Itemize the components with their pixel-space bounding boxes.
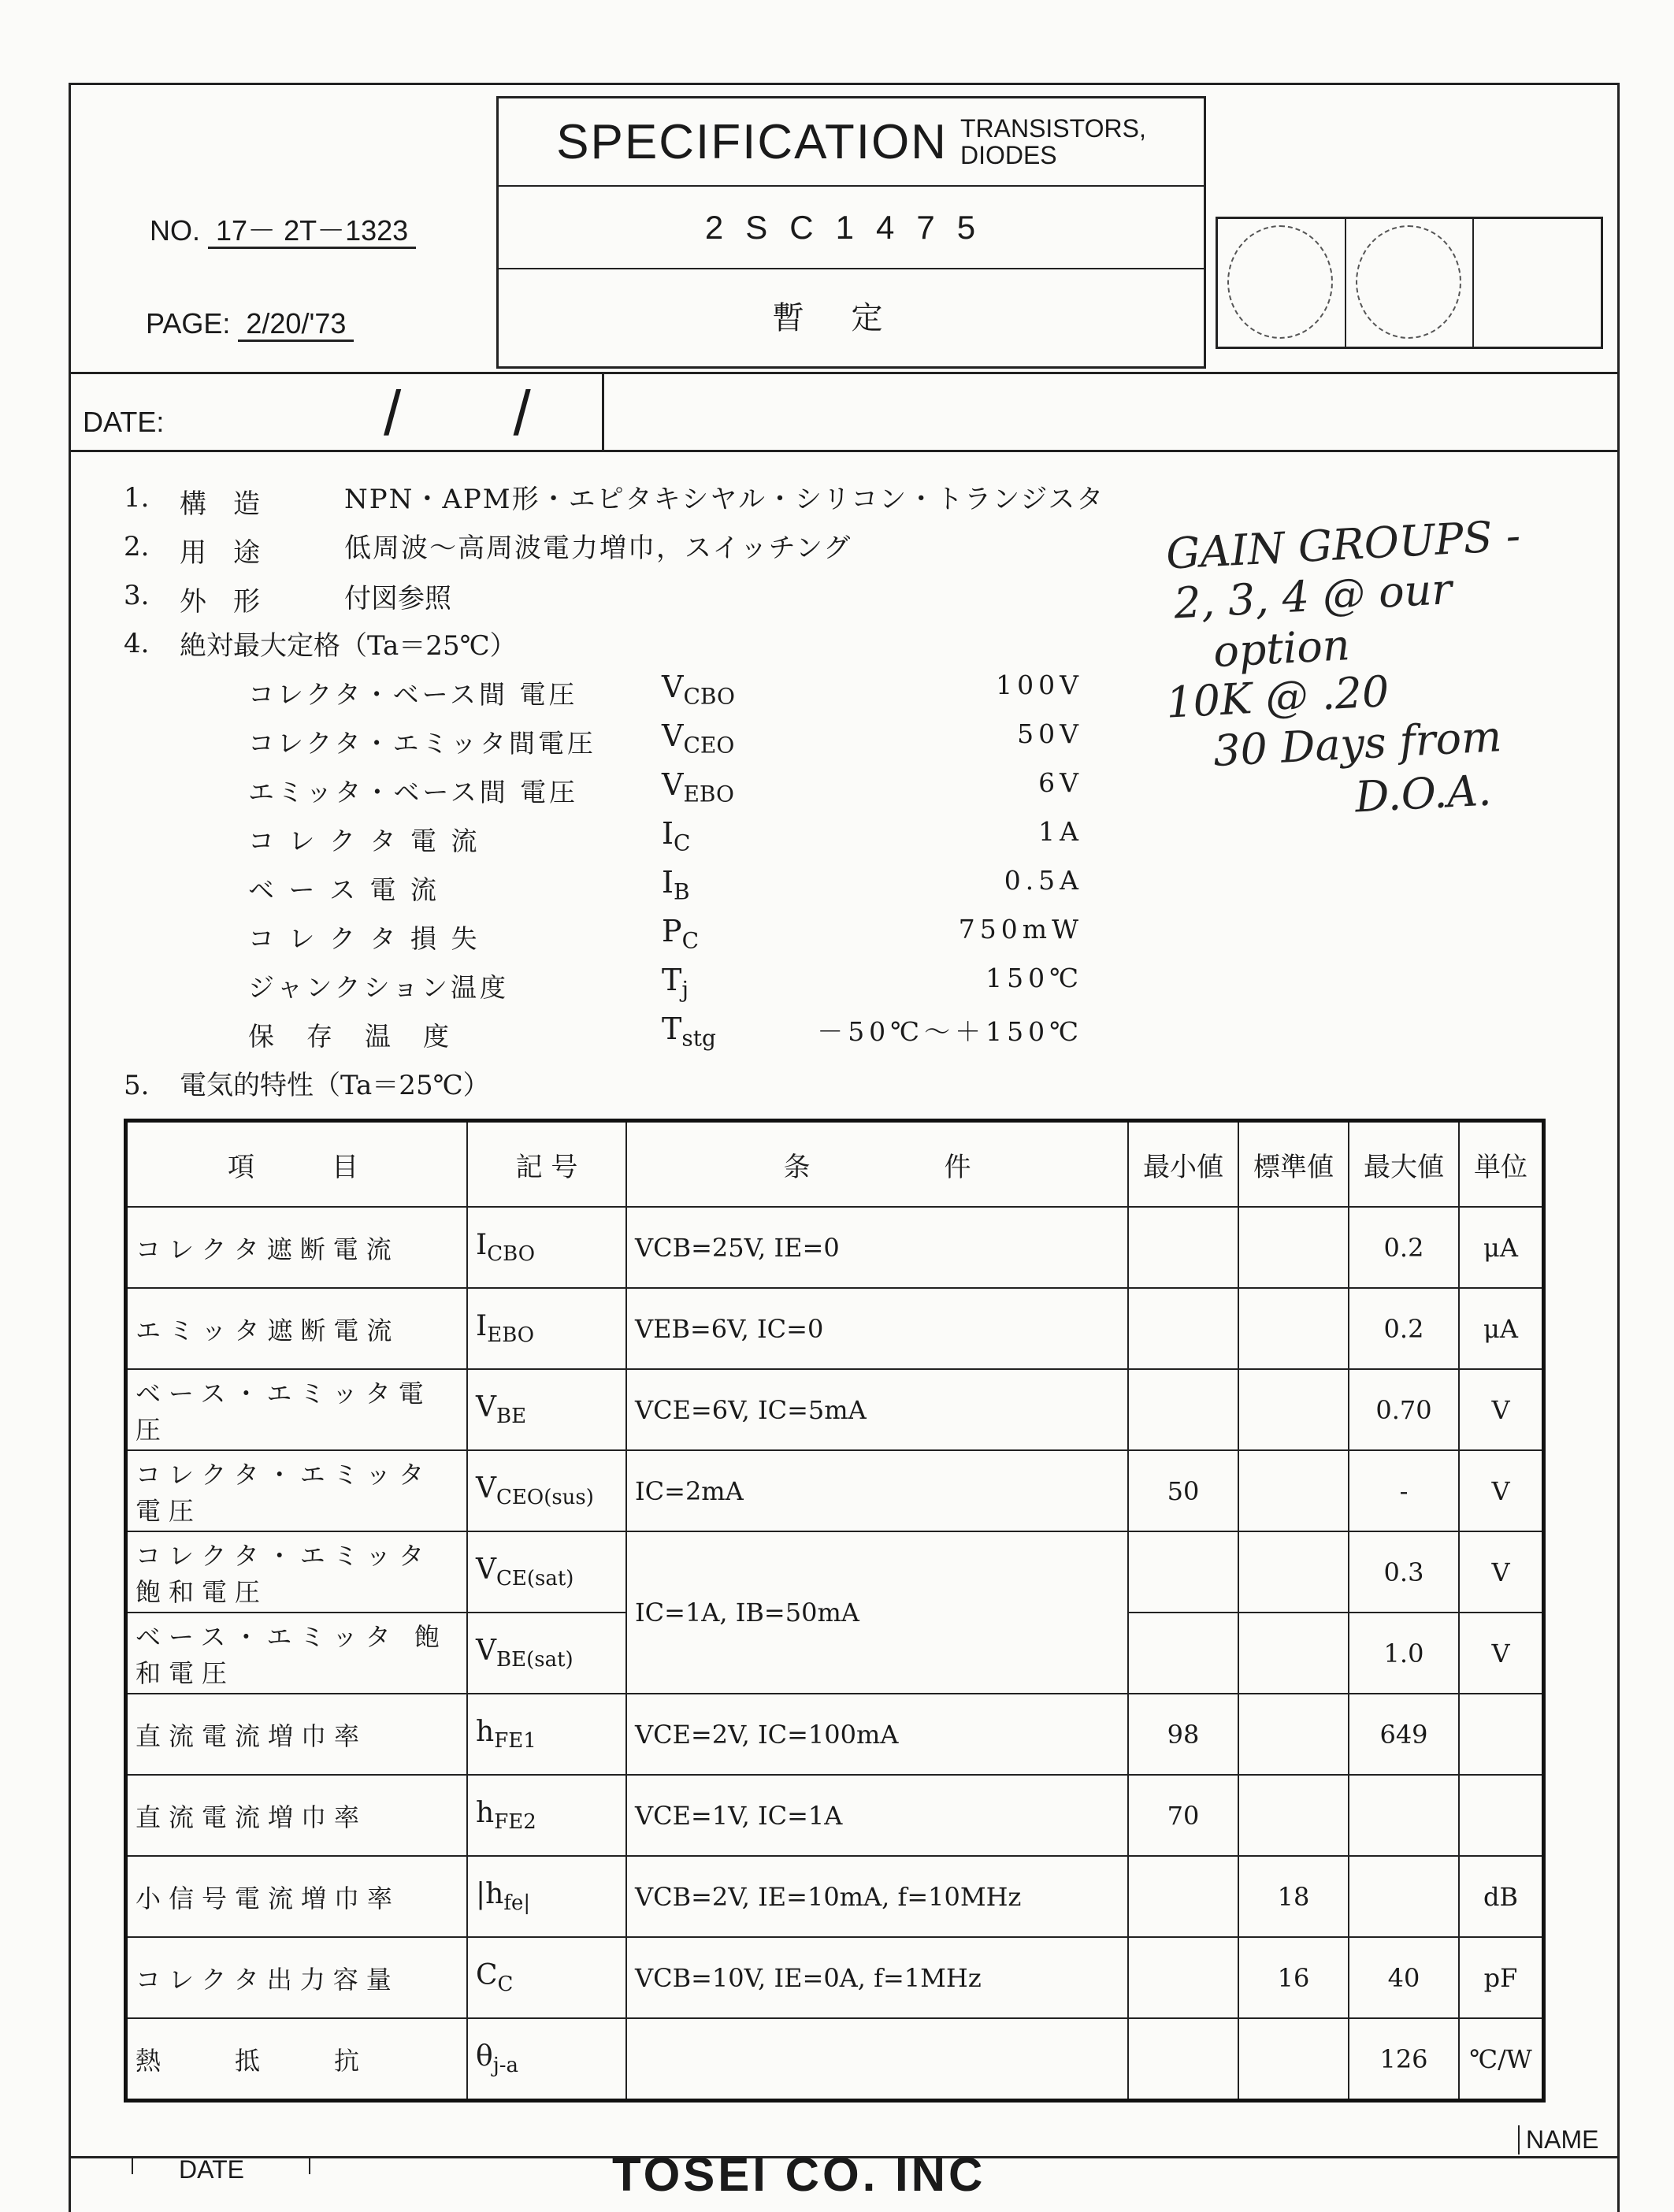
cell-condition: VCB=25V, IE=0 [626, 1207, 1128, 1288]
symbol-main: T [662, 963, 682, 997]
absolute-max-ratings [248, 670, 1083, 1060]
symbol-main: V [476, 1472, 496, 1505]
rating-value: 750mW [958, 914, 1083, 945]
page-info [146, 307, 354, 340]
table-row [126, 1531, 1544, 1613]
cell-typ [1238, 1694, 1349, 1775]
cell-condition: VCB=2V, IE=10mA, f=10MHz [626, 1856, 1128, 1937]
approval-stamp [1356, 225, 1461, 339]
note-line: 2, 3, 4 @ our [1172, 564, 1453, 629]
cell-condition: VEB=6V, IC=0 [626, 1288, 1128, 1369]
table-row [126, 1937, 1544, 2018]
footer-name-label: NAME [1518, 2125, 1598, 2154]
symbol-main: I [476, 1309, 488, 1342]
symbol-main: V [476, 1390, 496, 1423]
rating-name: 保 存 温 度 [248, 1021, 452, 1052]
symbol-sub: EBO [487, 1323, 535, 1348]
rating-value: 50V [1017, 718, 1083, 749]
cell-min [1128, 2018, 1238, 2101]
section-content: 低周波～高周波電力増巾，スイッチング [344, 533, 852, 564]
cell-max [1349, 1856, 1459, 1937]
rating-symbol [662, 865, 690, 905]
symbol-sub: FE1 [494, 1729, 536, 1754]
cell-typ [1238, 1613, 1349, 1694]
cell-max: 0.2 [1349, 1288, 1459, 1369]
date-label: DATE: [83, 406, 165, 438]
approval-stamp [1227, 225, 1333, 339]
symbol-main: V [662, 767, 684, 802]
section-label: 電気的特性（Ta＝25℃） [180, 1070, 490, 1101]
symbol-main: V [476, 1553, 496, 1586]
date-value: / / [384, 378, 578, 448]
symbol-main: I [662, 816, 674, 851]
page-value: 2/20/'73 [238, 307, 354, 342]
symbol-sub: stg [681, 1025, 716, 1052]
cell-symbol [467, 1613, 626, 1694]
rating-value: 1A [1038, 816, 1083, 847]
electrical-characteristics-table [124, 1119, 1546, 2103]
symbol-sub: CEO(sus) [496, 1486, 594, 1510]
header-item: 項 目 [126, 1121, 468, 1208]
cell-max [1349, 1775, 1459, 1856]
page-label: PAGE: [146, 307, 231, 340]
symbol-sub: j-a [492, 2054, 519, 2078]
spec-subtitle [960, 115, 1146, 169]
cell-typ: 16 [1238, 1937, 1349, 2018]
doc-number-label: NO. [150, 214, 201, 247]
cell-unit: pF [1459, 1937, 1544, 2018]
cell-unit: V [1459, 1613, 1544, 1694]
symbol-main: T [662, 1011, 682, 1046]
cell-typ [1238, 1531, 1349, 1613]
rating-name: ベ ー ス 電 流 [248, 874, 440, 905]
rating-symbol [662, 1011, 716, 1052]
cell-unit: V [1459, 1450, 1544, 1531]
title-box [496, 96, 1206, 369]
table-row [126, 1856, 1544, 1937]
cell-symbol [467, 1775, 626, 1856]
doc-number [150, 209, 416, 249]
rating-symbol [662, 914, 699, 954]
header-typ: 標準値 [1238, 1121, 1349, 1208]
cell-max: 0.3 [1349, 1531, 1459, 1613]
rating-value: 0.5A [1004, 865, 1083, 896]
table-row [126, 2018, 1544, 2101]
cell-item: ベース・エミッタ 飽和電圧 [126, 1613, 468, 1694]
rating-symbol [662, 718, 734, 759]
symbol-sub: fe| [503, 1891, 531, 1916]
symbol-main: |h [476, 1877, 504, 1910]
note-line: option [1212, 620, 1352, 677]
symbol-sub: CE(sat) [496, 1567, 574, 1591]
cell-symbol [467, 1694, 626, 1775]
rating-name: コレクタ・エミッタ間電圧 [248, 728, 597, 759]
cell-unit [1459, 1694, 1544, 1775]
tentative-label: 暫定 [772, 300, 930, 336]
symbol-sub: CBO [683, 683, 735, 710]
cell-condition [626, 2018, 1128, 2101]
cell-max: 649 [1349, 1694, 1459, 1775]
cell-item: 直流電流増巾率 [126, 1775, 468, 1856]
section-num: 3. [124, 580, 150, 611]
cell-typ [1238, 1775, 1349, 1856]
note-line: D.O.A. [1353, 765, 1493, 822]
note-line: GAIN GROUPS - [1164, 510, 1522, 579]
rating-row [248, 914, 1083, 963]
symbol-main: P [662, 914, 682, 948]
cell-unit [1459, 1775, 1544, 1856]
rating-value: 150℃ [985, 963, 1083, 993]
symbol-main: I [662, 865, 674, 900]
cell-max: 1.0 [1349, 1613, 1459, 1694]
approval-stamps [1216, 217, 1603, 349]
cell-item: コレクタ出力容量 [126, 1937, 468, 2018]
rating-symbol [662, 670, 735, 710]
cell-min [1128, 1369, 1238, 1450]
rating-name: コ レ ク タ 電 流 [248, 826, 481, 856]
symbol-sub: C [497, 1973, 514, 1997]
symbol-main: V [662, 718, 684, 753]
rating-name: エミッタ・ベース間 電圧 [248, 777, 579, 807]
cell-unit: V [1459, 1531, 1544, 1613]
cell-item: 小信号電流増巾率 [126, 1856, 468, 1937]
symbol-sub: BE(sat) [496, 1648, 573, 1672]
cell-item: コレクタ・エミッタ電圧 [126, 1450, 468, 1531]
cell-condition: IC=2mA [626, 1450, 1128, 1531]
cell-typ [1238, 1450, 1349, 1531]
cell-min [1128, 1613, 1238, 1694]
cell-item: 熱 抵 抗 [126, 2018, 468, 2101]
cell-min [1128, 1207, 1238, 1288]
rating-row [248, 963, 1083, 1011]
date-box [69, 374, 604, 450]
cell-max: 0.70 [1349, 1369, 1459, 1450]
cell-condition: VCB=10V, IE=0A, f=1MHz [626, 1937, 1128, 2018]
symbol-main: h [476, 1715, 495, 1748]
stamp-cell [1218, 219, 1346, 347]
rating-row [248, 865, 1083, 914]
rating-value: 100V [996, 670, 1083, 700]
cell-item: ベース・エミッタ電圧 [126, 1369, 468, 1450]
section-content: 付図参照 [344, 583, 451, 614]
cell-condition: VCE=6V, IC=5mA [626, 1369, 1128, 1450]
cell-min: 70 [1128, 1775, 1238, 1856]
rating-row [248, 767, 1083, 816]
section-content: NPN・APM形・エピタキシヤル・シリコン・トランジスタ [344, 484, 1105, 515]
cell-max: 0.2 [1349, 1207, 1459, 1288]
section-label: 絶対最大定格（Ta＝25℃） [180, 630, 517, 662]
table-row [126, 1450, 1544, 1531]
handwritten-note [1158, 510, 1522, 822]
rating-row [248, 1011, 1083, 1060]
header-min: 最小値 [1128, 1121, 1238, 1208]
section-1 [124, 482, 149, 514]
cell-typ [1238, 1369, 1349, 1450]
cell-unit: dB [1459, 1856, 1544, 1937]
cell-unit: μA [1459, 1207, 1544, 1288]
cell-typ: 18 [1238, 1856, 1349, 1937]
section-num: 4. [124, 628, 150, 659]
footer-date-label: DATE [179, 2155, 244, 2184]
symbol-sub: CEO [683, 732, 735, 759]
rating-name: コレクタ・ベース間 電圧 [248, 679, 578, 710]
cell-typ [1238, 2018, 1349, 2101]
cell-unit: V [1459, 1369, 1544, 1450]
subtitle-line-1: TRANSISTORS, [959, 114, 1146, 143]
part-number: 2SC1475 [704, 208, 998, 246]
cell-symbol [467, 1288, 626, 1369]
section-num: 1. [124, 482, 150, 514]
rating-value: －50℃～＋150℃ [817, 1016, 1083, 1047]
rating-symbol [662, 963, 689, 1003]
cell-symbol [467, 1856, 626, 1937]
note-line: 10K @ .20 [1164, 666, 1390, 728]
header-symbol: 記 号 [467, 1121, 626, 1208]
footer [69, 2125, 1617, 2201]
cell-item: 直流電流増巾率 [126, 1694, 468, 1775]
rating-row [248, 718, 1083, 767]
table-row [126, 1288, 1544, 1369]
cell-symbol [467, 1937, 626, 2018]
cell-min [1128, 1288, 1238, 1369]
table-header-row [126, 1121, 1544, 1208]
symbol-main: h [476, 1796, 495, 1829]
symbol-sub: j [681, 976, 689, 1003]
cell-min: 50 [1128, 1450, 1238, 1531]
note-line: 30 Days from [1212, 711, 1503, 777]
date-row [69, 372, 1617, 452]
cell-typ [1238, 1207, 1349, 1288]
table-row [126, 1775, 1544, 1856]
symbol-sub: FE2 [494, 1810, 536, 1835]
cell-min: 98 [1128, 1694, 1238, 1775]
rating-symbol [662, 816, 690, 856]
stamp-cell [1346, 219, 1475, 347]
cell-symbol [467, 1369, 626, 1450]
cell-max: 126 [1349, 2018, 1459, 2101]
rating-row [248, 670, 1083, 718]
section-label: 構 造 [180, 488, 260, 520]
rating-row [248, 816, 1083, 865]
cell-unit: ℃/W [1459, 2018, 1544, 2101]
symbol-main: I [476, 1228, 488, 1261]
cell-unit: μA [1459, 1288, 1544, 1369]
cell-condition: IC=1A, IB=50mA [626, 1531, 1128, 1694]
cell-symbol [467, 1450, 626, 1531]
header-condition: 条 件 [626, 1121, 1128, 1208]
symbol-sub: CBO [487, 1242, 536, 1267]
header-max: 最大値 [1349, 1121, 1459, 1208]
cell-symbol [467, 1531, 626, 1613]
table-row [126, 1369, 1544, 1450]
cell-max: - [1349, 1450, 1459, 1531]
rating-name: コ レ ク タ 損 失 [248, 923, 481, 954]
cell-min [1128, 1937, 1238, 2018]
symbol-sub: BE [496, 1405, 527, 1429]
symbol-sub: C [674, 830, 691, 856]
stamp-cell [1474, 219, 1601, 347]
cell-condition: VCE=1V, IC=1A [626, 1775, 1128, 1856]
spec-title: SPECIFICATION [556, 114, 948, 169]
cell-min [1128, 1531, 1238, 1613]
section-num: 2. [124, 531, 150, 562]
section-label: 用 途 [180, 537, 260, 569]
rating-symbol [662, 767, 734, 807]
table-row [126, 1207, 1544, 1288]
header-unit: 単位 [1459, 1121, 1544, 1208]
cell-typ [1238, 1288, 1349, 1369]
company-name: TOSEI CO. INC [612, 2148, 986, 2201]
cell-item: コレクタ・エミッタ 飽和電圧 [126, 1531, 468, 1613]
symbol-sub: C [681, 927, 700, 954]
symbol-sub: B [674, 878, 690, 905]
doc-number-value: 17－ 2T－1323 [208, 214, 416, 249]
cell-max: 40 [1349, 1937, 1459, 2018]
symbol-main: V [662, 670, 684, 704]
symbol-sub: EBO [683, 781, 734, 807]
section-label: 外 形 [180, 586, 260, 618]
symbol-main: C [476, 1958, 498, 1991]
cell-condition: VCE=2V, IC=100mA [626, 1694, 1128, 1775]
subtitle-line-2: DIODES [959, 141, 1057, 169]
cell-item: コレクタ遮断電流 [126, 1207, 468, 1288]
rating-name: ジャンクション温度 [248, 972, 510, 1003]
cell-symbol [467, 2018, 626, 2101]
rating-value: 6V [1038, 767, 1083, 798]
table-row [126, 1694, 1544, 1775]
symbol-main: V [476, 1634, 496, 1667]
cell-item: エミッタ遮断電流 [126, 1288, 468, 1369]
section-num: 5. [124, 1070, 150, 1101]
symbol-main: θ [476, 2039, 493, 2073]
cell-symbol [467, 1207, 626, 1288]
cell-min [1128, 1856, 1238, 1937]
